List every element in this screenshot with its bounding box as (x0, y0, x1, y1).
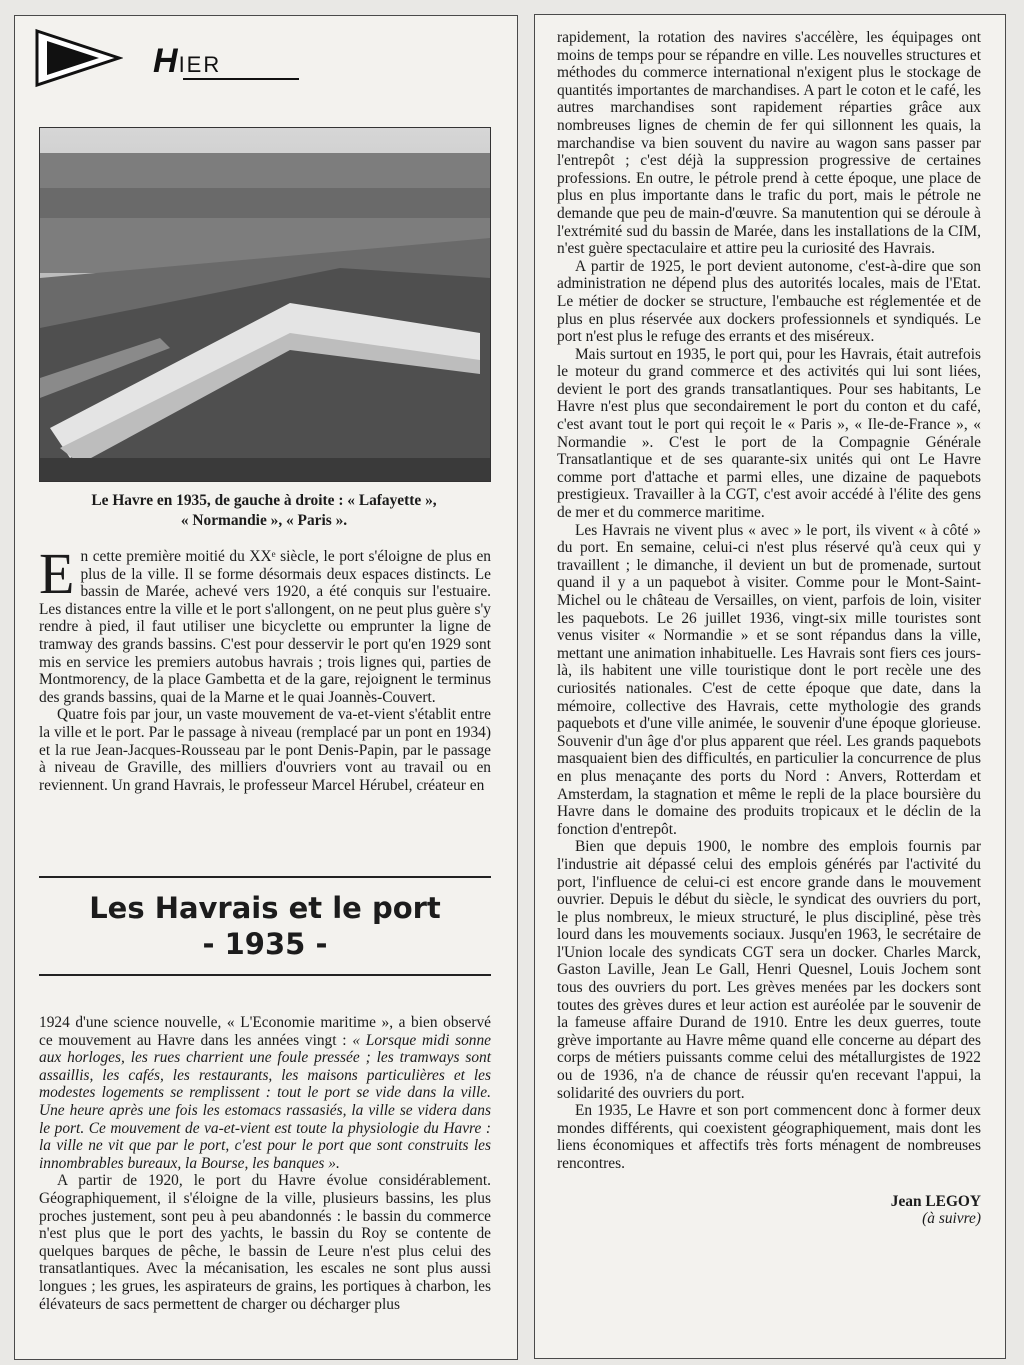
photo-caption (39, 491, 489, 531)
paragraph-1920: A partir de 1920, le port du Havre évolue considérablement. Géographiquement, il s'éloigne de la ville, plusieurs bassins, les plus proches justement, sont peu à peu abandonnés : le bassin du commerce n'est plus que le port des yachts, le bassin du Roy se contente de quelques barques de pêche, le bassin de Leure n'est plus celui des transatlantiques. Avec la mécanisation, les escales ne sont plus aussi longues ; les grues, les aspirateurs de grains, les portiques à charbon, les élévateurs de sacs permettent de charger ou décharger plus (39, 1172, 491, 1313)
right-paragraph-6: En 1935, Le Havre et son port commencent donc à former deux mondes différents, qui coexistent géographiquement, mais dont les liens économiques et affectifs très forts ménagent de nombreuses rencontres. (557, 1102, 981, 1172)
logo-letters-ier: IER (178, 52, 222, 77)
quote-lead: 1924 d'une science nouvelle, « L'Economie maritime », a bien observé ce mouvement au Havre dans les années vingt : (39, 1014, 491, 1049)
left-clipping (14, 15, 518, 1360)
harbor-photo (39, 127, 491, 482)
caption-line-1: Le Havre en 1935, de gauche à droite : « Lafayette », (91, 492, 437, 509)
article-right-column (557, 29, 981, 1228)
right-paragraph-4: Les Havrais ne vivent plus « avec » le port, ils vivent « à côté » du port. En semaine, celui-ci n'est plus réservé qu'à ceux qui y travaillent ; le dimanche, il devient un but de promenade, surtout quand il y a un paquebot à visiter. Comme pour le Mont-Saint-Michel ou le château de Versailles, on vient, parfois de loin, visiter les paquebots. Le 26 juillet 1936, vingt-six mille touristes sont venus visiter « Normandie » et se sont répandus dans la ville, mettant une animation inhabituelle. Les Havrais sont fiers ces jours-là, ils habitent une ville touristique dont le port recèle une des curiosités nationales. C'est de cette époque que date, dans la mémoire, collective des Havrais, cette mythologie des grands paquebots et d'une ville animée, le souvenir d'une époque glorieuse. Souvenir d'un âge d'or plus apparent que réel. Les grands paquebots masquaient bien des difficultés, en particulier la concurrence de plus en plus menaçante des ports du Nord : Anvers, Rotterdam et Amsterdam, la stagnation et même le repli de la place boursière du Havre dans le domaine des produits tropicaux et le déclin de la fonction d'entrepôt. (557, 521, 981, 838)
quote-text: « Lorsque midi sonne aux horloges, les rues charrient une foule pressée ; les tramways sont assaillis, les cafés, les restaurants, les maisons particulières et les modestes logements se remplissent : tout le port se vide dans la ville. Une heure après une fois les estomacs rassasiés, la ville se videra dans le port. Ce mouvement de va-et-vient est toute la physiologie du Havre : la ville ne vit que par le port, c'est pour le port que sont construits les innombrables bureaux, la Bourse, les banques ». (39, 1031, 492, 1172)
headline-line-1: Les Havrais et le port (89, 891, 441, 925)
author-signature: Jean LEGOY (890, 1192, 981, 1210)
section-header (33, 28, 513, 88)
drop-cap: E (39, 541, 75, 606)
headline-rule-bottom (39, 974, 491, 976)
right-paragraph-1: rapidement, la rotation des navires s'accélère, les équipages ont moins de temps pour se répandre en ville. Les nouvelles structures et méthodes du commerce international n'exigent plus le stockage de quantités importantes de marchandises. A part le coton et le café, les autres marchandises sont rapidement réparties grâce aux nombreuses lignes de chemin de fer qui sillonnent les quais, la marchandise va bien souvent du navire au wagon sans passer par l'entrepôt ; c'est déjà la suppression progressive de certaines professions. En outre, le pétrole prend à cette époque, une place de plus en plus importante dans le trafic du port, mais le pétrole ne demande que peu de main-d'œuvre. Sa manutention qui se déroule à l'extrémité sud du bassin de Marée, dans les installations de la CIM, n'est guère spectaculaire et attire peu la curiosité des Havrais. (557, 29, 981, 258)
right-clipping (534, 14, 1006, 1359)
section-logo (153, 42, 221, 81)
headline-rule-top (39, 876, 491, 878)
logo-underline (183, 78, 299, 80)
article-intro (39, 541, 491, 794)
right-paragraph-5: Bien que depuis 1900, le nombre des emplois fournis par l'industrie ait dépassé celui des emplois générés par l'activité du port, l'influence de celui-ci est encore grande dans le mouvement ouvrier. Depuis le début du siècle, le syndicat des ouvriers du port, le plus nombreux, le mieux structuré, le plus discipliné, pèse très lourd dans les mouvements sociaux. Jusqu'en 1963, le secrétaire de l'Union locale des syndicats CGT sera un docker. Charles Marck, Gaston Laville, Jean Le Gall, Henri Quesnel, Louis Jochem sont tous des ouvriers du port. Les grèves menées par les dockers sont toutes des grèves dures et leur action est auréolée par le souvenir de la fameuse affaire Durand de 1910. Entre les deux guerres, toute grève importante au Havre même quand elle concerne au départ des corps de métiers puissants comme celui des métallurgistes de 1922 ou de 1936, n'a de chance de réussir qu'en recevant l'appui, la solidarité des ouvriers du port. (557, 838, 981, 1102)
article-continuation (39, 1014, 491, 1313)
logo-letter-h: H (153, 42, 179, 80)
play-arrow-icon (33, 28, 123, 88)
headline-box (39, 876, 491, 976)
caption-line-2: « Normandie », « Paris ». (180, 512, 348, 529)
headline (39, 890, 491, 962)
harbor-photo-image (40, 128, 490, 481)
intro-paragraph-1: n cette première moitié du XXᵉ siècle, le port s'éloigne de plus en plus de la ville. Il se forme désormais deux espaces distincts. Le bassin de Marée, achevé vers 1920, a été conquis sur l'estuaire. Les distances entre la ville et le port s'allongent, on ne peut plus guère s'y rendre à pied, il faut utiliser une bicyclette ou emprunter la ligne de tramway des grands bassins. C'est pour desservir le port qu'en 1929 sont mis en service les premiers autobus havrais ; trois lignes qui, parties de Montmorency, de la place Gambetta et de la gare, rejoignent le terminus des grands bassins, quai de la Marne et le quai Joannès-Couvert. (39, 548, 491, 706)
headline-line-2: - 1935 - (202, 927, 328, 961)
intro-paragraph-2: Quatre fois par jour, un vaste mouvement de va-et-vient s'établit entre la ville et le port. Par le passage à niveau (remplacé par un pont en 1934) et la rue Jean-Jacques-Rousseau par le pont Denis-Papin, par le passage à niveau de Graville, des milliers d'ouvriers vont au travail ou en reviennent. Un grand Havrais, le professeur Marcel Hérubel, créateur en (39, 706, 491, 794)
right-paragraph-2: A partir de 1925, le port devient autonome, c'est-à-dire que son administration ne dépend plus des autorités locales, mais de l'Etat. Le métier de docker se structure, l'embauche est réglementée et de plus en plus réservée aux dockers professionnels et syndiqués. Le port n'est plus le refuge des errants et des miséreux. (557, 257, 981, 346)
right-paragraph-3: Mais surtout en 1935, le port qui, pour les Havrais, était autrefois le moteur du grand commerce et des activités qui lui sont liées, devient le port des grands transatlantiques. Pour ses habitants, Le Havre n'est plus que secondairement le port du conton et du café, c'est avant tout le port qui reçoit le « Paris », « Ile-de-France », « Normandie ». C'est le port de la Compagnie Générale Transatlantique et de ses quarante-six unités qui ont Le Havre comme port d'attache et parmi elles, une dizaine de paquebots prestigieux. Travailler à la CGT, c'est avoir accédé à l'élite des gens de mer et du commerce maritime. (557, 345, 981, 522)
to-be-continued: (à suivre) (922, 1210, 981, 1228)
